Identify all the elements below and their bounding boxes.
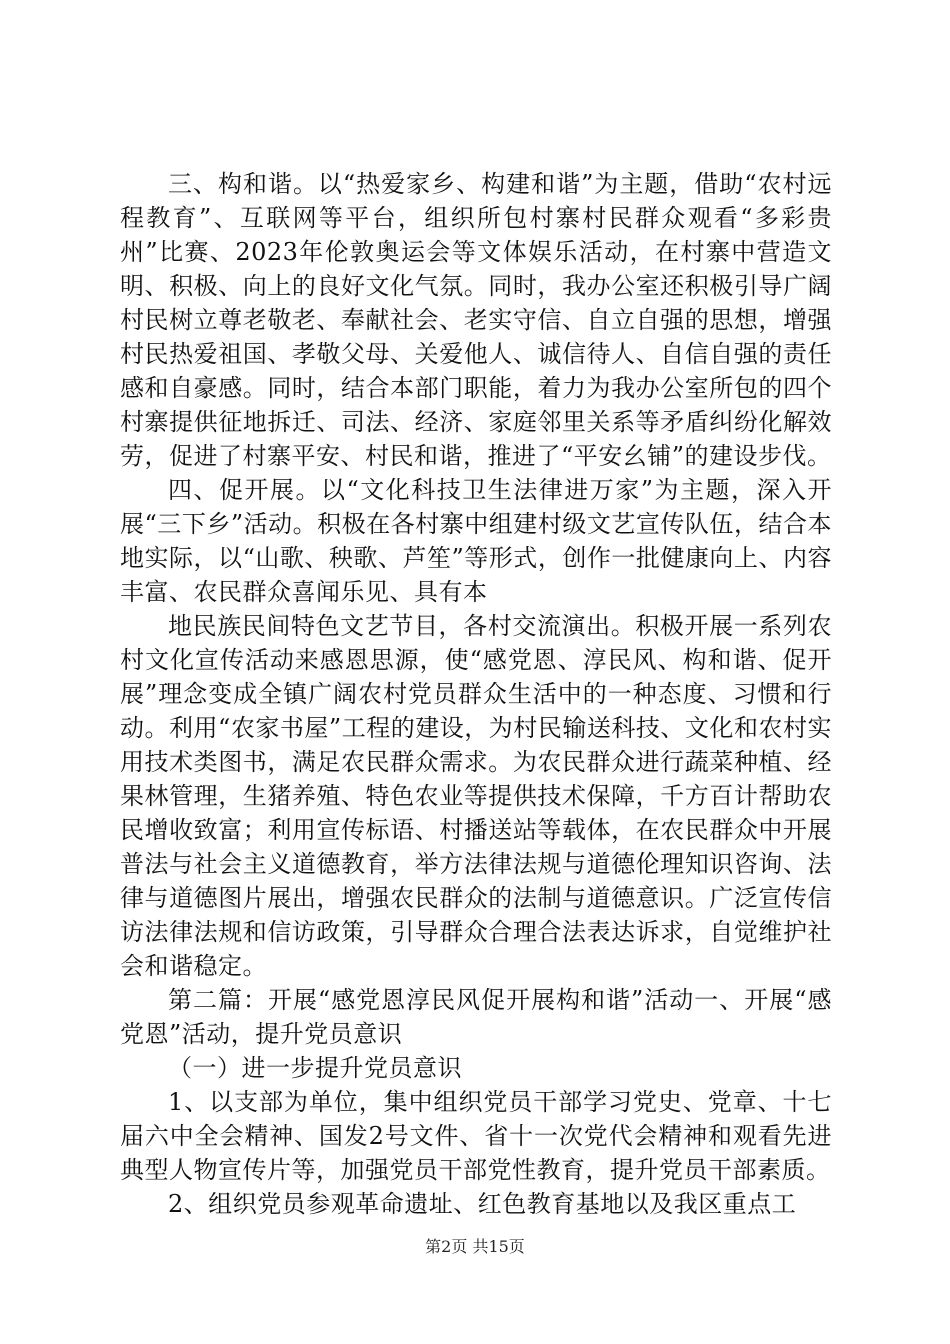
document-body [120, 167, 832, 1221]
paragraph-7: 2、组织党员参观革命遗址、红色教育基地以及我区重点工 [168, 1190, 797, 1218]
page-indicator: 第2页 共15页 [425, 1237, 525, 1256]
page-footer [0, 1237, 950, 1257]
paragraph-1: 三、构和谐。以“热爱家乡、构建和谐”为主题，借助“农村远程教育”、互联网等平台，组织所包村寨村民群众观看“多彩贵州”比赛、2023年伦敦奥运会等文体娱乐活动，在村寨中营造文明、积极、向上的良好文化气氛。同时，我办公室还积极引导广阔村民树立尊老敬老、奉献社会、老实守信、自立自强的思想，增强村民热爱祖国、孝敬父母、关爱他人、诚信待人、自信自强的责任感和自豪感。同时，结合本部门职能，着力为我办公室所包的四个村寨提供征地拆迁、司法、经济、家庭邻里关系等矛盾纠纷化解效劳，促进了村寨平安、村民和谐，推进了“平安幺铺”的建设步伐。 [120, 170, 832, 470]
paragraph-2: 四、促开展。以“文化科技卫生法律进万家”为主题，深入开展“三下乡”活动。积极在各村寨中组建村级文艺宣传队伍，结合本地实际，以“山歌、秧歌、芦笙”等形式，创作一批健康向上、内容丰富、农民群众喜闻乐见、具有本 [120, 476, 832, 606]
paragraph-6: 1、以支部为单位，集中组织党员干部学习党史、党章、十七届六中全会精神、国发2号文件、省十一次党代会精神和观看先进典型人物宣传片等，加强党员干部党性教育，提升党员干部素质。 [120, 1088, 832, 1184]
paragraph-5: （一）进一步提升党员意识 [168, 1054, 462, 1082]
paragraph-4: 第二篇：开展“感党恩淳民风促开展构和谐”活动一、开展“感党恩”活动，提升党员意识 [120, 986, 832, 1048]
paragraph-3: 地民族民间特色文艺节目，各村交流演出。积极开展一系列农村文化宣传活动来感恩思源，使“感党恩、淳民风、构和谐、促开展”理念变成全镇广阔农村党员群众生活中的一种态度、习惯和行动。利用“农家书屋”工程的建设，为村民输送科技、文化和农村实用技术类图书，满足农民群众需求。为农民群众进行蔬菜种植、经果林管理，生猪养殖、特色农业等提供技术保障，千方百计帮助农民增收致富；利用宣传标语、村播送站等载体，在农民群众中开展普法与社会主义道德教育，举方法律法规与道德伦理知识咨询、法律与道德图片展出，增强农民群众的法制与道德意识。广泛宣传信访法律法规和信访政策，引导群众合理合法表达诉求，自觉维护社会和谐稳定。 [120, 612, 832, 980]
